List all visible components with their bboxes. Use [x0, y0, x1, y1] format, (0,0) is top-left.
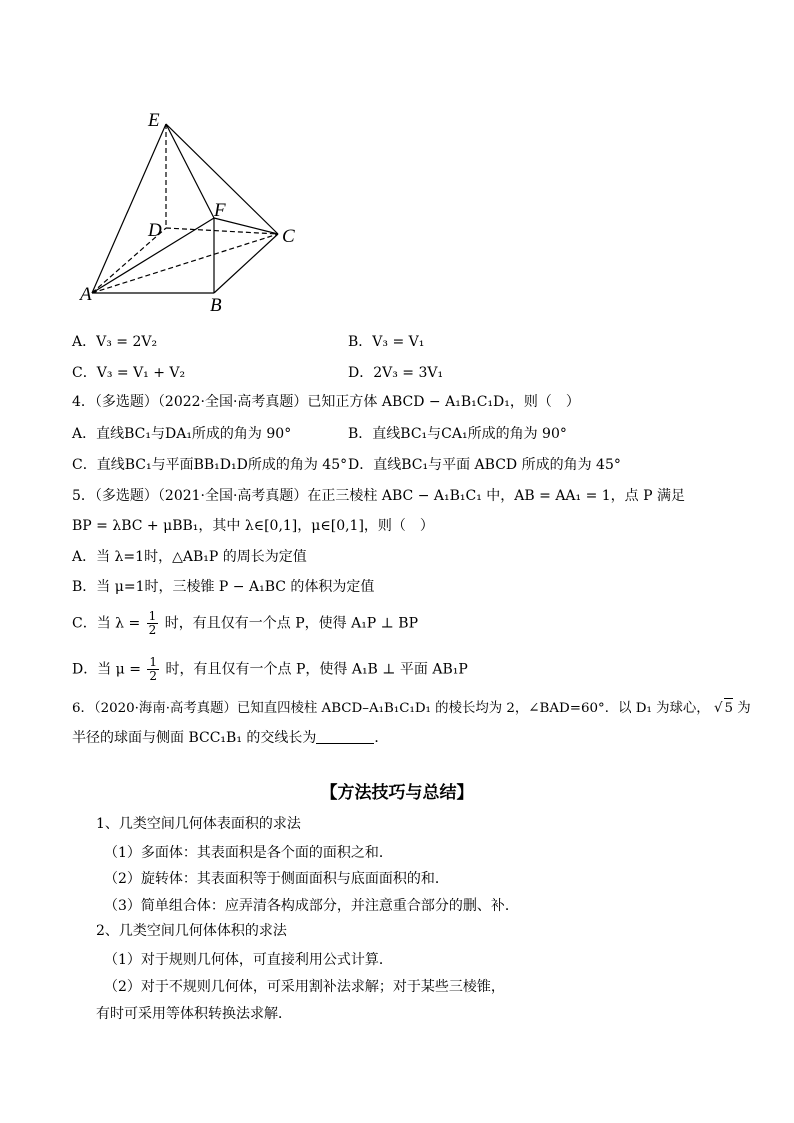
- q3-option-d: D．2V₃ = 3V₁: [348, 365, 444, 381]
- q4-option-d: D．直线BC₁与平面 ABCD 所成的角为 45°: [348, 457, 621, 473]
- q3-option-c: C．V₃ = V₁ + V₂: [72, 365, 186, 381]
- fraction-numerator: 1: [149, 655, 158, 669]
- fraction-one-half: [147, 656, 159, 683]
- sqrt-radicand: 5: [724, 698, 734, 719]
- q5-option-c: [72, 610, 418, 637]
- summary-item: （3）简单组合体：应弄清各构成部分，并注意重合部分的删、补．: [104, 898, 519, 914]
- q6-line-2-text: 半径的球面与侧面 BCC₁B₁ 的交线长为: [72, 730, 317, 746]
- q5-option-a: A．当 λ=1时，△AB₁P 的周长为定值: [72, 549, 307, 565]
- summary-item: 2、几类空间几何体体积的求法: [96, 923, 287, 939]
- q5-option-b: B．当 μ=1时，三棱锥 P − A₁BC 的体积为定值: [72, 579, 375, 595]
- q5-option-d-suffix: 时，有且仅有一个点 P，使得 A₁B ⊥ 平面 AB₁P: [165, 661, 468, 678]
- edge-bc: [214, 234, 278, 293]
- label-b: B: [210, 295, 222, 313]
- edge-ea: [92, 124, 166, 293]
- q4-stem: 4．（多选题）（2022·全国·高考真题）已知正方体 ABCD − A₁B₁C₁D₁，则（ ）: [72, 394, 580, 410]
- summary-item: （1）多面体：其表面积是各个面的面积之和．: [104, 845, 393, 861]
- q4-option-c: C．直线BC₁与平面BB₁D₁D所成的角为 45°: [72, 457, 348, 473]
- summary-item: （2）旋转体：其表面积等于侧面面积与底面面积的和．: [104, 871, 449, 887]
- edge-ac-hidden: [92, 234, 278, 293]
- label-a: A: [80, 284, 92, 305]
- q6-line-1-end: 为: [737, 701, 751, 716]
- section-heading: 【方法技巧与总结】: [320, 783, 474, 803]
- summary-item: （1）对于规则几何体，可直接利用公式计算．: [104, 952, 393, 968]
- q4-option-a: A．直线BC₁与DA₁所成的角为 90°: [72, 426, 292, 442]
- sqrt-symbol: √: [713, 701, 723, 716]
- q3-option-a: A．V₃ = 2V₂: [72, 334, 158, 350]
- q4-option-b: B．直线BC₁与CA₁所成的角为 90°: [348, 426, 567, 442]
- q5-option-c-prefix: C．当 λ =: [72, 615, 141, 632]
- q5-stem: 5．（多选题）（2021·全国·高考真题）在正三棱柱 ABC − A₁B₁C₁ 中，AB = AA₁ = 1，点 P 满足: [72, 488, 686, 504]
- pyramid-figure: [78, 108, 318, 313]
- summary-item: 有时可采用等体积转换法求解．: [96, 1006, 292, 1022]
- label-e: E: [148, 110, 160, 131]
- q6-line-2-end: ．: [374, 730, 389, 746]
- label-c: C: [282, 226, 295, 247]
- q5-option-d: [72, 656, 468, 683]
- q5-option-d-prefix: D．当 μ =: [72, 661, 141, 678]
- edge-ef: [166, 124, 214, 218]
- q6-line-2: [72, 728, 388, 748]
- q5-option-c-suffix: 时，有且仅有一个点 P，使得 A₁P ⊥ BP: [164, 615, 419, 632]
- q6-line-1-text: 6．（2020·海南·高考真题）已知直四棱柱 ABCD–A₁B₁C₁D₁ 的棱长均为 2，∠BAD=60°．以 D₁ 为球心，: [72, 701, 710, 716]
- q5-stem-condition: BP = λBC + μBB₁，其中 λ∈[0,1]，μ∈[0,1]，则（ ）: [72, 518, 434, 534]
- label-f: F: [214, 200, 226, 221]
- answer-blank[interactable]: [316, 729, 374, 744]
- summary-item: （2）对于不规则几何体，可采用割补法求解；对于某些三棱锥，: [104, 979, 505, 995]
- fraction-denominator: 2: [148, 623, 157, 637]
- edge-dc-hidden: [166, 228, 278, 234]
- fraction-denominator: 2: [149, 669, 158, 683]
- fraction-one-half: [147, 610, 159, 637]
- summary-item: 1、几类空间几何体表面积的求法: [96, 816, 301, 832]
- q6-line-1: [72, 698, 751, 719]
- fraction-numerator: 1: [148, 609, 157, 623]
- label-d: D: [148, 220, 162, 241]
- q3-option-b: B．V₃ = V₁: [348, 334, 425, 350]
